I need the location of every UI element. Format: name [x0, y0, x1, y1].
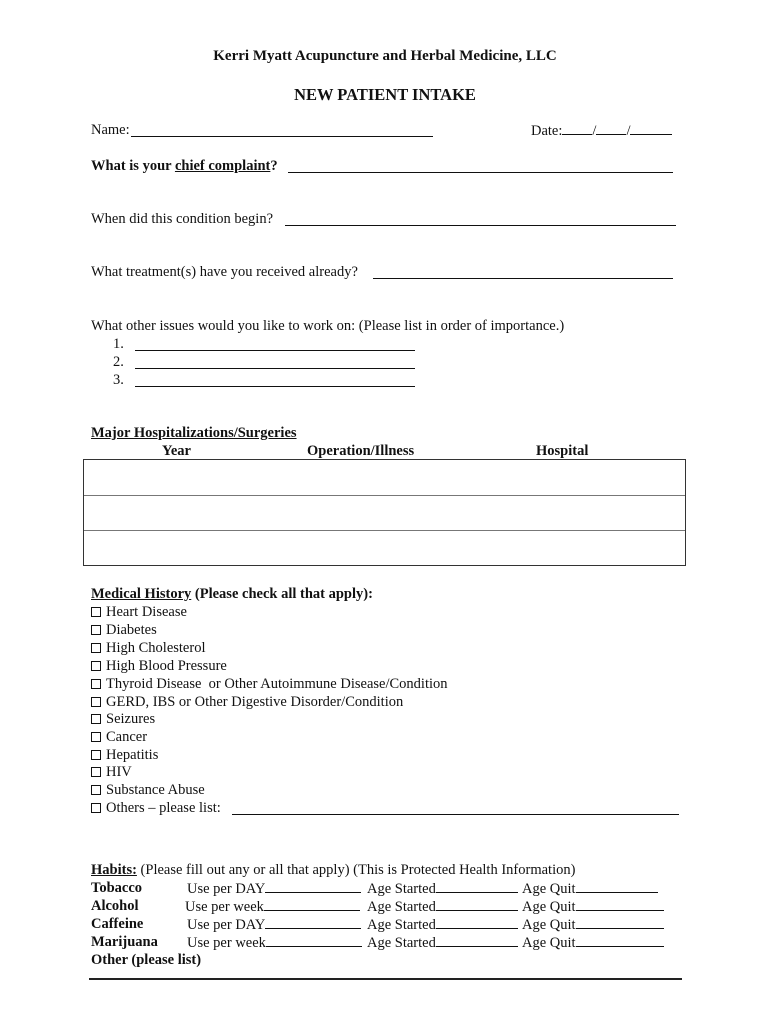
- habit-started-label: Age Started: [367, 935, 436, 951]
- checkbox[interactable]: [91, 803, 101, 813]
- name-field[interactable]: [131, 136, 433, 137]
- habit-started: [367, 916, 518, 934]
- chief-prefix: What is your: [91, 158, 175, 174]
- checkbox[interactable]: [91, 767, 101, 777]
- date-day-field[interactable]: [596, 122, 626, 135]
- history-item-label: Others – please list:: [106, 800, 221, 816]
- hospitalizations-table: [83, 459, 686, 566]
- other-habits-label: Other (please list): [91, 952, 202, 968]
- habit-quit: [522, 916, 664, 934]
- habit-name: Caffeine: [91, 916, 144, 932]
- habit-use: [187, 916, 361, 934]
- history-item-label: High Blood Pressure: [106, 658, 227, 674]
- date-year-field[interactable]: [630, 122, 672, 135]
- form-title: NEW PATIENT INTAKE: [294, 85, 476, 104]
- chief-underlined: chief complaint: [174, 158, 271, 174]
- habits-instruction: (Please fill out any or all that apply) (This is Protected Health Information): [136, 862, 576, 878]
- checkbox[interactable]: [91, 625, 101, 635]
- checkbox[interactable]: [91, 697, 101, 707]
- condition-began-field[interactable]: [285, 225, 676, 226]
- habit-quit-label: Age Quit: [522, 899, 576, 915]
- habit-quit: [522, 934, 664, 952]
- habit-use-label: Use per DAY: [187, 917, 266, 933]
- history-item-high-blood-pressure[interactable]: [91, 658, 227, 675]
- habit-row-caffeine: [91, 916, 691, 934]
- habit-started-label: Age Started: [367, 881, 436, 897]
- history-item-label: Hepatitis: [106, 747, 159, 763]
- issue-field-3[interactable]: [135, 386, 415, 387]
- habit-started-field[interactable]: [436, 880, 518, 893]
- history-item-cancer[interactable]: [91, 729, 147, 746]
- history-item-high-cholesterol[interactable]: [91, 640, 205, 657]
- history-item-label: Cancer: [106, 729, 148, 745]
- table-row[interactable]: [84, 460, 685, 495]
- habit-name: Alcohol: [91, 898, 139, 914]
- habit-quit-field[interactable]: [576, 898, 664, 911]
- checkbox[interactable]: [91, 643, 101, 653]
- history-item-gerd[interactable]: [91, 694, 403, 711]
- habit-started-label: Age Started: [367, 917, 436, 933]
- other-issues-label: What other issues would you like to work on: (Please list in order of importance.): [91, 318, 565, 334]
- habit-started-label: Age Started: [367, 899, 436, 915]
- habit-row-tobacco: [91, 880, 691, 898]
- practice-name: Kerri Myatt Acupuncture and Herbal Medicine, LLC: [213, 48, 557, 64]
- habit-started: [367, 880, 518, 898]
- checkbox[interactable]: [91, 732, 101, 742]
- habit-quit-field[interactable]: [576, 934, 664, 947]
- table-row[interactable]: [84, 496, 685, 530]
- history-item-label: Diabetes: [106, 622, 157, 638]
- history-item-thyroid[interactable]: [91, 676, 448, 693]
- history-item-label: Thyroid Disease or Other Autoimmune Disease/Condition: [106, 676, 448, 692]
- chief-complaint-label: [91, 158, 278, 175]
- chief-suffix: ?: [270, 158, 278, 174]
- history-item-substance-abuse[interactable]: [91, 782, 205, 799]
- habit-row-alcohol: [91, 898, 691, 916]
- history-item-label: HIV: [106, 764, 132, 780]
- column-operation: Operation/Illness: [307, 443, 415, 459]
- name-label: Name:: [91, 122, 130, 138]
- habit-use-label: Use per week: [185, 899, 264, 915]
- date-month-field[interactable]: [562, 122, 592, 135]
- habit-quit-label: Age Quit: [522, 881, 576, 897]
- issue-field-1[interactable]: [135, 350, 415, 351]
- medical-history-title: Medical History: [91, 586, 192, 602]
- habit-started-field[interactable]: [436, 916, 518, 929]
- habit-row-marijuana: [91, 934, 691, 952]
- habits-heading: [91, 862, 575, 879]
- history-item-heart-disease[interactable]: [91, 604, 187, 621]
- checkbox[interactable]: [91, 661, 101, 671]
- column-year: Year: [162, 443, 191, 459]
- other-habits-field[interactable]: [89, 978, 682, 980]
- habit-use: [185, 898, 360, 916]
- habit-started-field[interactable]: [436, 898, 518, 911]
- habit-use-field[interactable]: [265, 880, 361, 893]
- chief-complaint-field[interactable]: [288, 172, 673, 173]
- treatments-label: What treatment(s) have you received already?: [91, 264, 358, 280]
- habit-quit-label: Age Quit: [522, 917, 576, 933]
- condition-began-label: When did this condition begin?: [91, 211, 274, 227]
- date-separator: /: [592, 123, 597, 139]
- habit-started: [367, 934, 518, 952]
- habit-use-label: Use per DAY: [187, 881, 266, 897]
- habits-title: Habits:: [91, 862, 137, 878]
- treatments-field[interactable]: [373, 278, 673, 279]
- history-item-label: Substance Abuse: [106, 782, 205, 798]
- issue-number: 3.: [113, 372, 124, 388]
- checkbox[interactable]: [91, 607, 101, 617]
- history-item-label: Heart Disease: [106, 604, 187, 620]
- habit-started: [367, 898, 518, 916]
- habit-use: [187, 880, 361, 898]
- checkbox[interactable]: [91, 785, 101, 795]
- habit-quit: [522, 880, 658, 898]
- habit-name: Tobacco: [91, 880, 143, 896]
- medical-history-heading: [91, 586, 373, 603]
- habit-use-label: Use per week: [187, 935, 266, 951]
- date-label: Date:: [531, 123, 563, 139]
- habit-use-field[interactable]: [264, 898, 360, 911]
- history-item-label: High Cholesterol: [106, 640, 206, 656]
- issue-field-2[interactable]: [135, 368, 415, 369]
- habit-quit-field[interactable]: [576, 880, 658, 893]
- habit-use-field[interactable]: [265, 916, 361, 929]
- column-hospital: Hospital: [536, 443, 589, 459]
- checkbox[interactable]: [91, 714, 101, 724]
- history-item-others[interactable]: [91, 800, 221, 817]
- issue-number: 1.: [113, 336, 124, 352]
- history-item-seizures[interactable]: [91, 711, 155, 728]
- history-item-diabetes[interactable]: [91, 622, 157, 639]
- date-field[interactable]: [531, 122, 672, 140]
- history-item-label: Seizures: [106, 711, 156, 727]
- history-item-label: GERD, IBS or Other Digestive Disorder/Condition: [106, 694, 404, 710]
- date-separator: /: [626, 123, 631, 139]
- table-row[interactable]: [84, 531, 685, 565]
- others-list-field[interactable]: [232, 814, 679, 815]
- checkbox[interactable]: [91, 679, 101, 689]
- history-item-hepatitis[interactable]: [91, 747, 158, 764]
- medical-history-instruction: (Please check all that apply):: [191, 586, 373, 602]
- habit-name: Marijuana: [91, 934, 158, 950]
- habit-quit-label: Age Quit: [522, 935, 576, 951]
- history-item-hiv[interactable]: [91, 764, 132, 781]
- checkbox[interactable]: [91, 750, 101, 760]
- habit-use: [187, 934, 362, 952]
- habit-use-field[interactable]: [266, 934, 362, 947]
- hospitalizations-title: Major Hospitalizations/Surgeries: [91, 425, 297, 441]
- issue-number: 2.: [113, 354, 124, 370]
- habit-started-field[interactable]: [436, 934, 518, 947]
- habit-quit: [522, 898, 664, 916]
- habit-quit-field[interactable]: [576, 916, 664, 929]
